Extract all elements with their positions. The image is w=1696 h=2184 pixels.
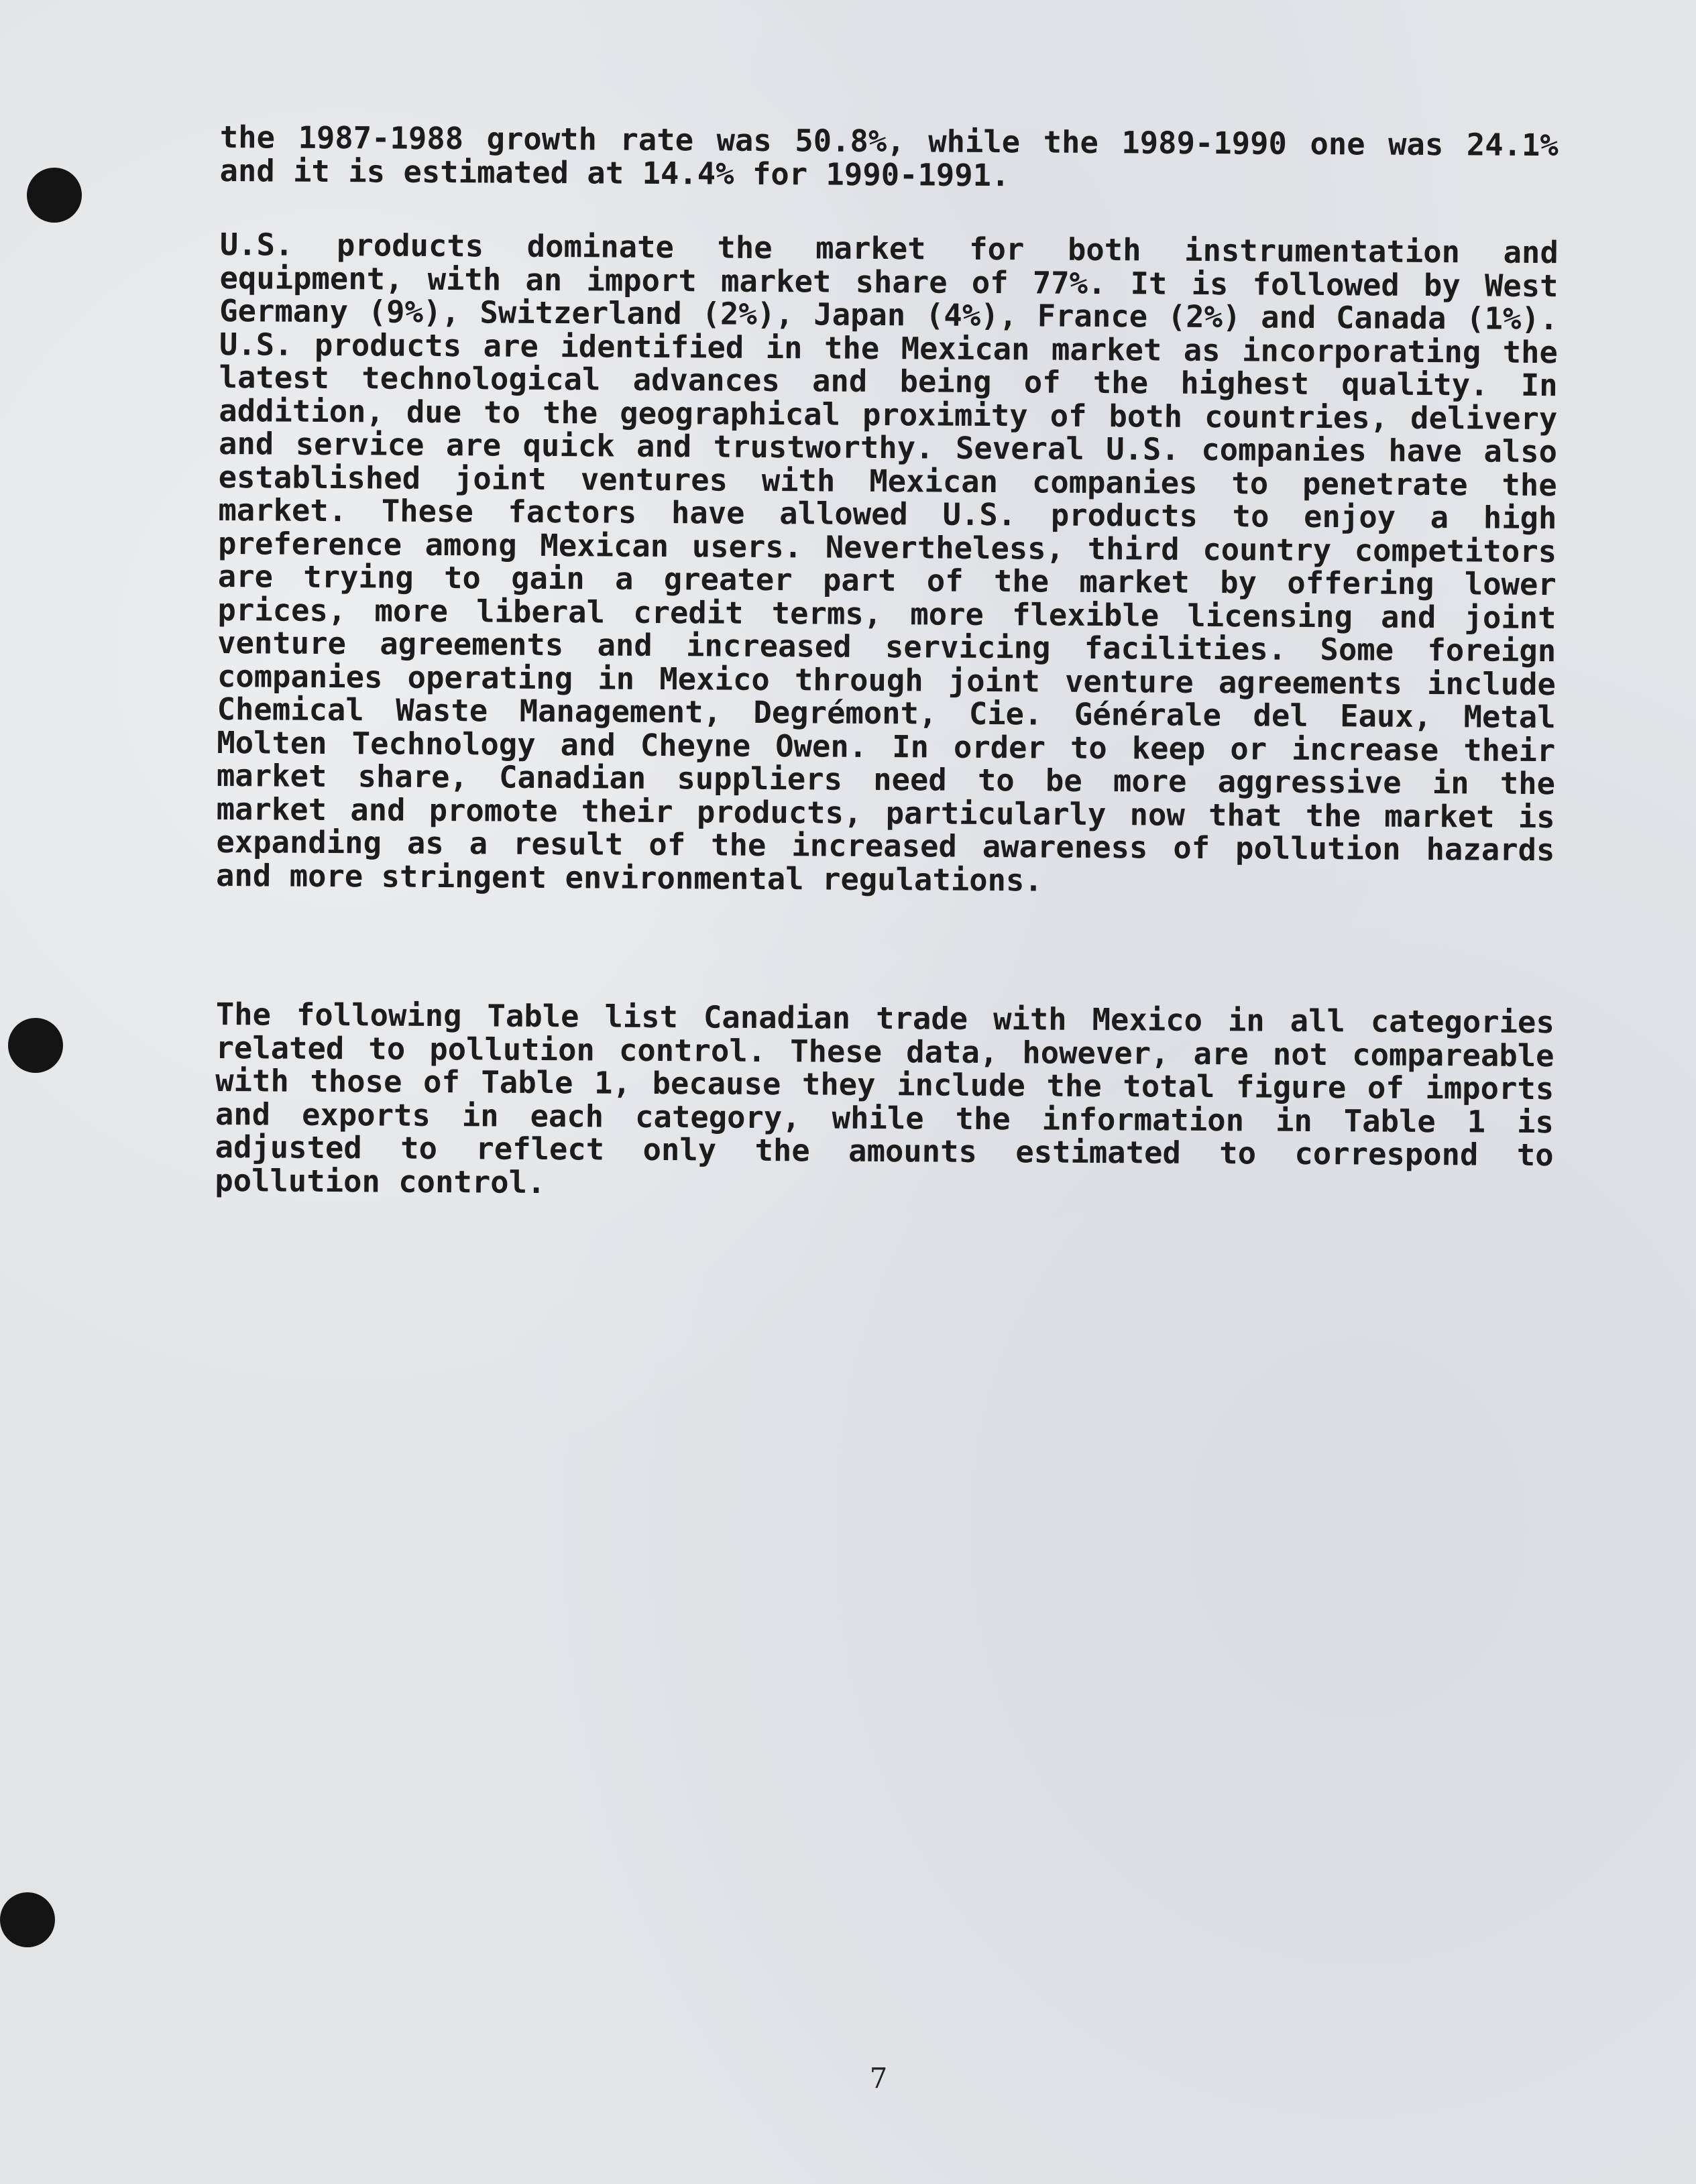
- paragraph-growth-rate: the 1987-1988 growth rate was 50.8%, while the 1989-1990 one was 24.1% and it is estimated at 14.4% for 1990-1991.: [219, 119, 1559, 193]
- punch-hole: [27, 168, 82, 223]
- paragraph-us-products: U.S. products dominate the market for both instrumentation and equipment, with an import market share of 77%. It is followed by West Germany (9%), Switzerland (2%), Japan (4%), France (2%) and Canada (1%). U.S. products are identified in the Mexican market as incorporating the latest technological advances and being of the highest quality. In addition, due to the geographical proximity of both countries, delivery and service are quick and trustworthy. Several U.S. companies have also established joint ventures with Mexican companies to penetrate the market. These factors have allowed U.S. products to enjoy a high preference among Mexican users. Nevertheless, third country competitors are trying to gain a greater part of the market by offering lower prices, more liberal credit terms, more flexible licensing and joint venture agreements and increased servicing facilities. Some foreign companies operating in Mexico through joint venture agreements include Chemical Waste Management, Degrémont, Cie. Générale del Eaux, Metal Molten Technology and Cheyne Owen. In order to keep or increase their market share, Canadian suppliers need to be more aggressive in the market and promote their products, particularly now that the market is expanding as a result of the increased awareness of pollution hazards and more stringent environmental regulations.: [215, 227, 1559, 899]
- punch-hole: [0, 1892, 55, 1947]
- page-number: 7: [869, 2062, 888, 2095]
- paragraph-canadian-trade: The following Table list Canadian trade with Mexico in all categories related to pollution control. These data, however, are not compareable with those of Table 1, because they include the total figure of imports and exports in each category, while the information in Table 1 is adjusted to reflect only the amounts estimated to correspond to pollution control.: [215, 996, 1554, 1200]
- punch-hole: [8, 1018, 63, 1073]
